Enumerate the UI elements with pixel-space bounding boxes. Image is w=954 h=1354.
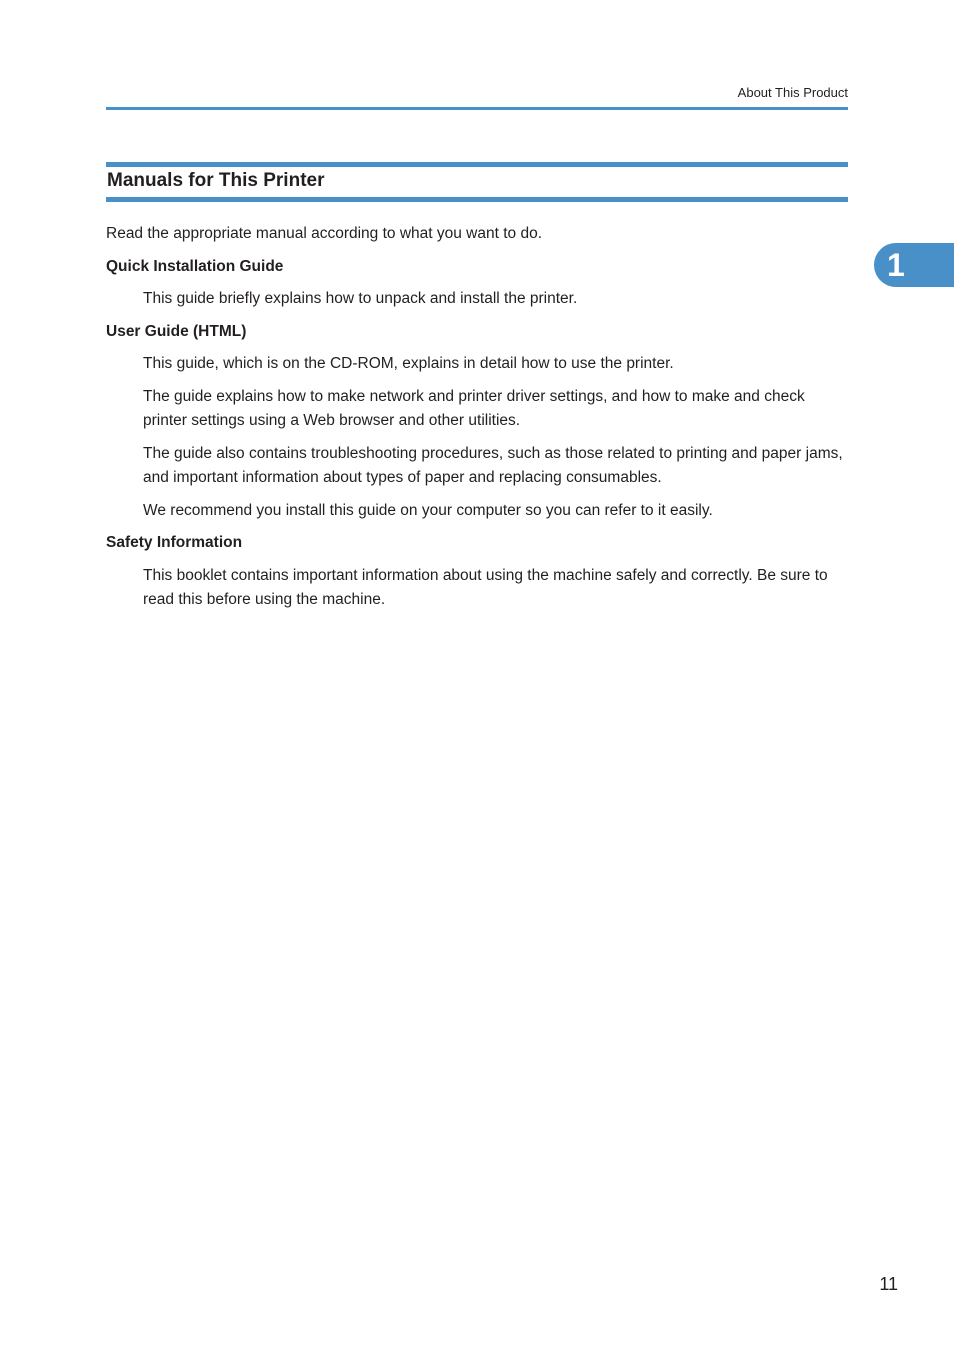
running-header: About This Product	[737, 85, 848, 100]
manual-description: This guide, which is on the CD-ROM, explains in detail how to use the printer.	[143, 355, 674, 372]
header-rule	[106, 107, 848, 110]
page-number: 11	[879, 1274, 898, 1294]
manual-description: This guide briefly explains how to unpack and install the printer.	[143, 290, 578, 307]
manual-description: The guide explains how to make network and printer driver settings, and how to make and check printer settings using a Web browser and other utilities.	[143, 387, 805, 429]
intro-text: Read the appropriate manual according to what you want to do.	[106, 225, 542, 242]
manual-description: We recommend you install this guide on your computer so you can refer to it easily.	[143, 501, 713, 519]
section-title: Manuals for This Printer	[107, 170, 325, 191]
manual-term-safety-information: Safety Information	[106, 534, 243, 551]
content	[106, 222, 848, 621]
section-rule-bottom	[106, 197, 848, 202]
manual-term-quick-installation-guide: Quick Installation Guide	[106, 257, 284, 275]
manual-description: This booklet contains important information about using the machine safely and correctly. Be sure to read this before using the machine.	[143, 566, 828, 608]
chapter-tab	[874, 243, 954, 287]
manual-term-user-guide: User Guide (HTML)	[106, 322, 247, 340]
manual-description: The guide also contains troubleshooting procedures, such as those related to printing and paper jams, and important information about types of paper and replacing consumables.	[143, 444, 843, 486]
chapter-number: 1	[887, 247, 905, 283]
